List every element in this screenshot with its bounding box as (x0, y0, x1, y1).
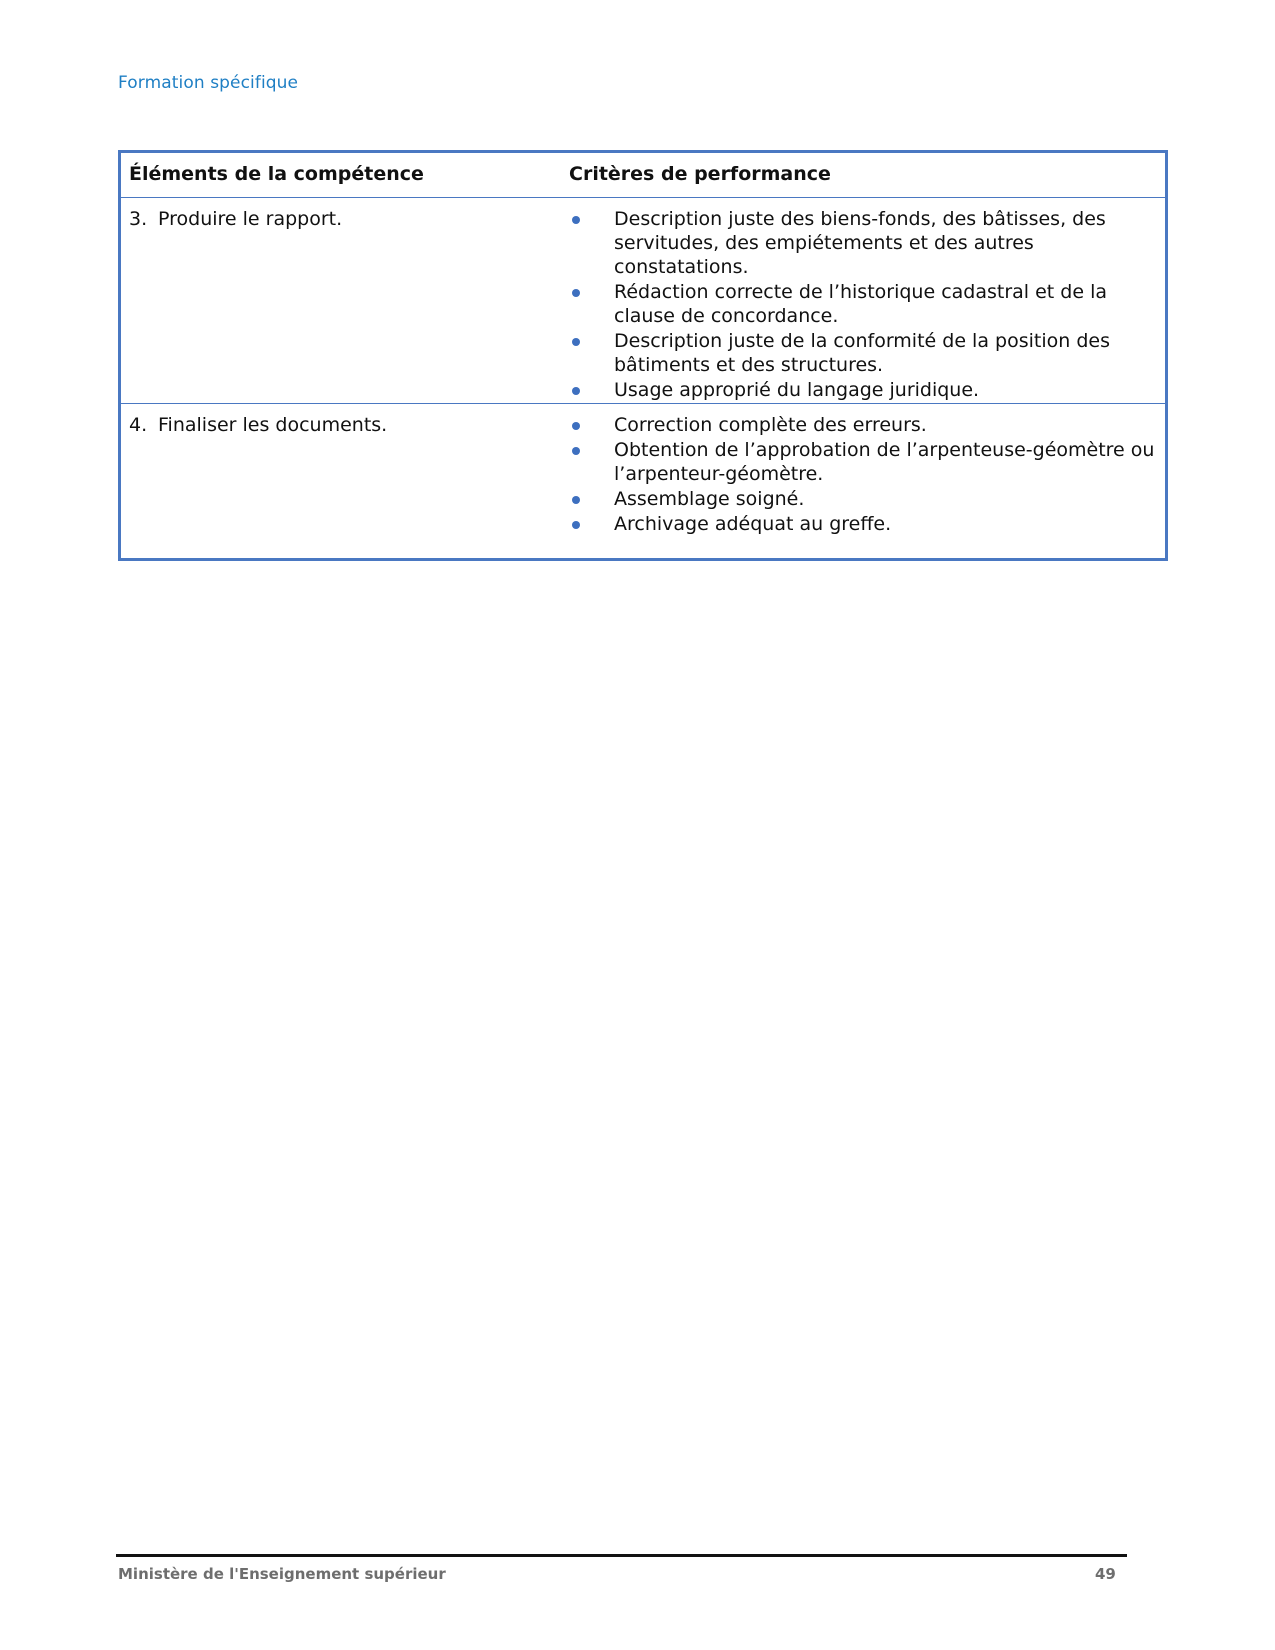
criteria-list (569, 207, 1157, 402)
bullet-icon (572, 338, 580, 346)
bullet-icon (572, 496, 580, 504)
table-header-row (120, 152, 1167, 198)
page-number: 49 (1095, 1565, 1116, 1583)
criteria-item (569, 207, 1157, 279)
column-header-elements: Éléments de la compétence (120, 152, 562, 198)
element-number: 4. (129, 414, 148, 436)
criteria-text: Correction complète des erreurs. (614, 414, 927, 436)
criteria-item (569, 280, 1157, 328)
element-cell (120, 198, 562, 404)
criteria-text: Assemblage soigné. (614, 488, 805, 510)
criteria-text: Rédaction correcte de l’historique cadastral et de la clause de concordance. (614, 281, 1108, 327)
column-header-criteria: Critères de performance (561, 152, 1167, 198)
element-number: 3. (129, 208, 148, 230)
competence-table (118, 150, 1168, 561)
element-label: Produire le rapport. (158, 208, 343, 230)
bullet-icon (572, 447, 580, 455)
criteria-cell (561, 198, 1167, 404)
table-row (120, 198, 1167, 404)
criteria-item (569, 487, 1157, 511)
criteria-text: Archivage adéquat au greffe. (614, 513, 892, 535)
criteria-text: Obtention de l’approbation de l’arpenteuse-géomètre ou l’arpenteur-géomètre. (614, 439, 1155, 485)
bullet-icon (572, 216, 580, 224)
criteria-item (569, 413, 1157, 437)
criteria-text: Usage approprié du langage juridique. (614, 379, 980, 401)
bullet-icon (572, 387, 580, 395)
element-label: Finaliser les documents. (158, 414, 388, 436)
criteria-item (569, 329, 1157, 377)
bullet-icon (572, 289, 580, 297)
running-header: Formation spécifique (118, 73, 299, 93)
element-cell (120, 404, 562, 560)
criteria-text: Description juste de la conformité de la position des bâtiments et des structures. (614, 330, 1110, 376)
criteria-item (569, 378, 1157, 402)
table-row (120, 404, 1167, 560)
criteria-text: Description juste des biens-fonds, des bâtisses, des servitudes, des empiétements et des autres constatations. (614, 208, 1106, 278)
footer-organization: Ministère de l'Enseignement supérieur (118, 1565, 446, 1583)
criteria-list (569, 413, 1157, 536)
bullet-icon (572, 521, 580, 529)
criteria-item (569, 512, 1157, 536)
footer-divider (116, 1554, 1127, 1557)
bullet-icon (572, 422, 580, 430)
criteria-item (569, 438, 1157, 486)
criteria-cell (561, 404, 1167, 560)
